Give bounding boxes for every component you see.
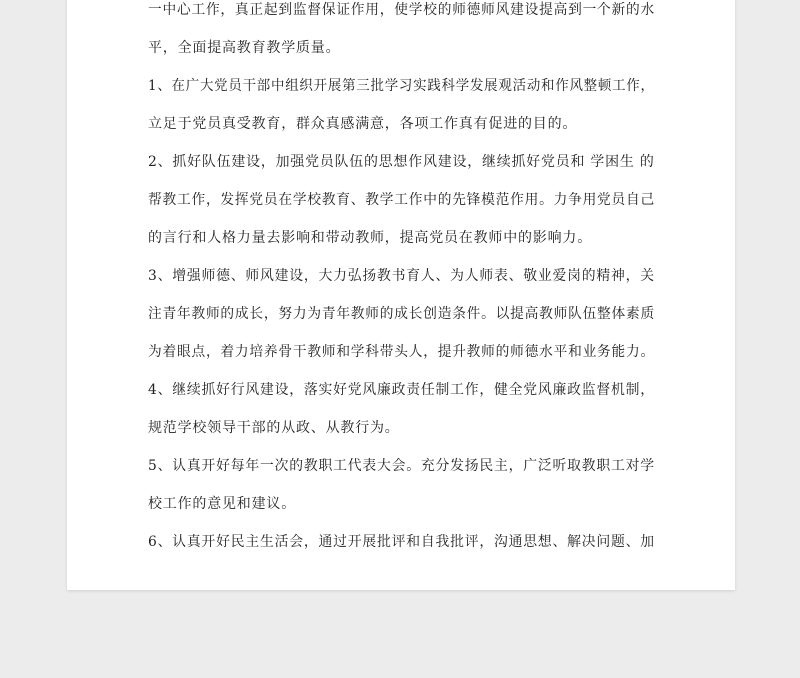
text-line: 平，全面提高教育教学质量。 [148,40,341,56]
text-line: 4、继续抓好行风建设，落实好党风廉政责任制工作，健全党风廉政监督机制， [148,382,655,398]
text-line: 帮教工作，发挥党员在学校教育、教学工作中的先锋模范作用。力争用党员自己 [148,192,655,208]
text-line: 立足于党员真受教育，群众真感满意，各项工作真有促进的目的。 [148,116,578,132]
text-line: 规范学校领导干部的从政、从教行为。 [148,420,400,436]
text-line: 一中心工作，真正起到监督保证作用，使学校的师德师风建设提高到一个新的水 [148,2,655,18]
text-line: 2、抓好队伍建设，加强党员队伍的思想作风建设，继续抓好党员和 学困生 的 [148,154,655,170]
text-line: 的言行和人格力量去影响和带动教师，提高党员在教师中的影响力。 [148,230,592,246]
text-line: 注青年教师的成长，努力为青年教师的成长创造条件。以提高教师队伍整体素质 [148,306,655,322]
text-line: 1、在广大党员干部中组织开展第三批学习实践科学发展观活动和作风整顿工作， [148,78,655,94]
text-line: 校工作的意见和建议。 [148,496,296,512]
text-line: 6、认真开好民主生活会，通过开展批评和自我批评，沟通思想、解决问题、加 [148,534,655,550]
text-line: 3、增强师德、师风建设，大力弘扬教书育人、为人师表、敬业爱岗的精神，关 [148,268,655,284]
text-line: 为着眼点，着力培养骨干教师和学科带头人，提升教师的师德水平和业务能力。 [148,344,655,360]
text-line: 5、认真开好每年一次的教职工代表大会。充分发扬民主，广泛听取教职工对学 [148,458,655,474]
